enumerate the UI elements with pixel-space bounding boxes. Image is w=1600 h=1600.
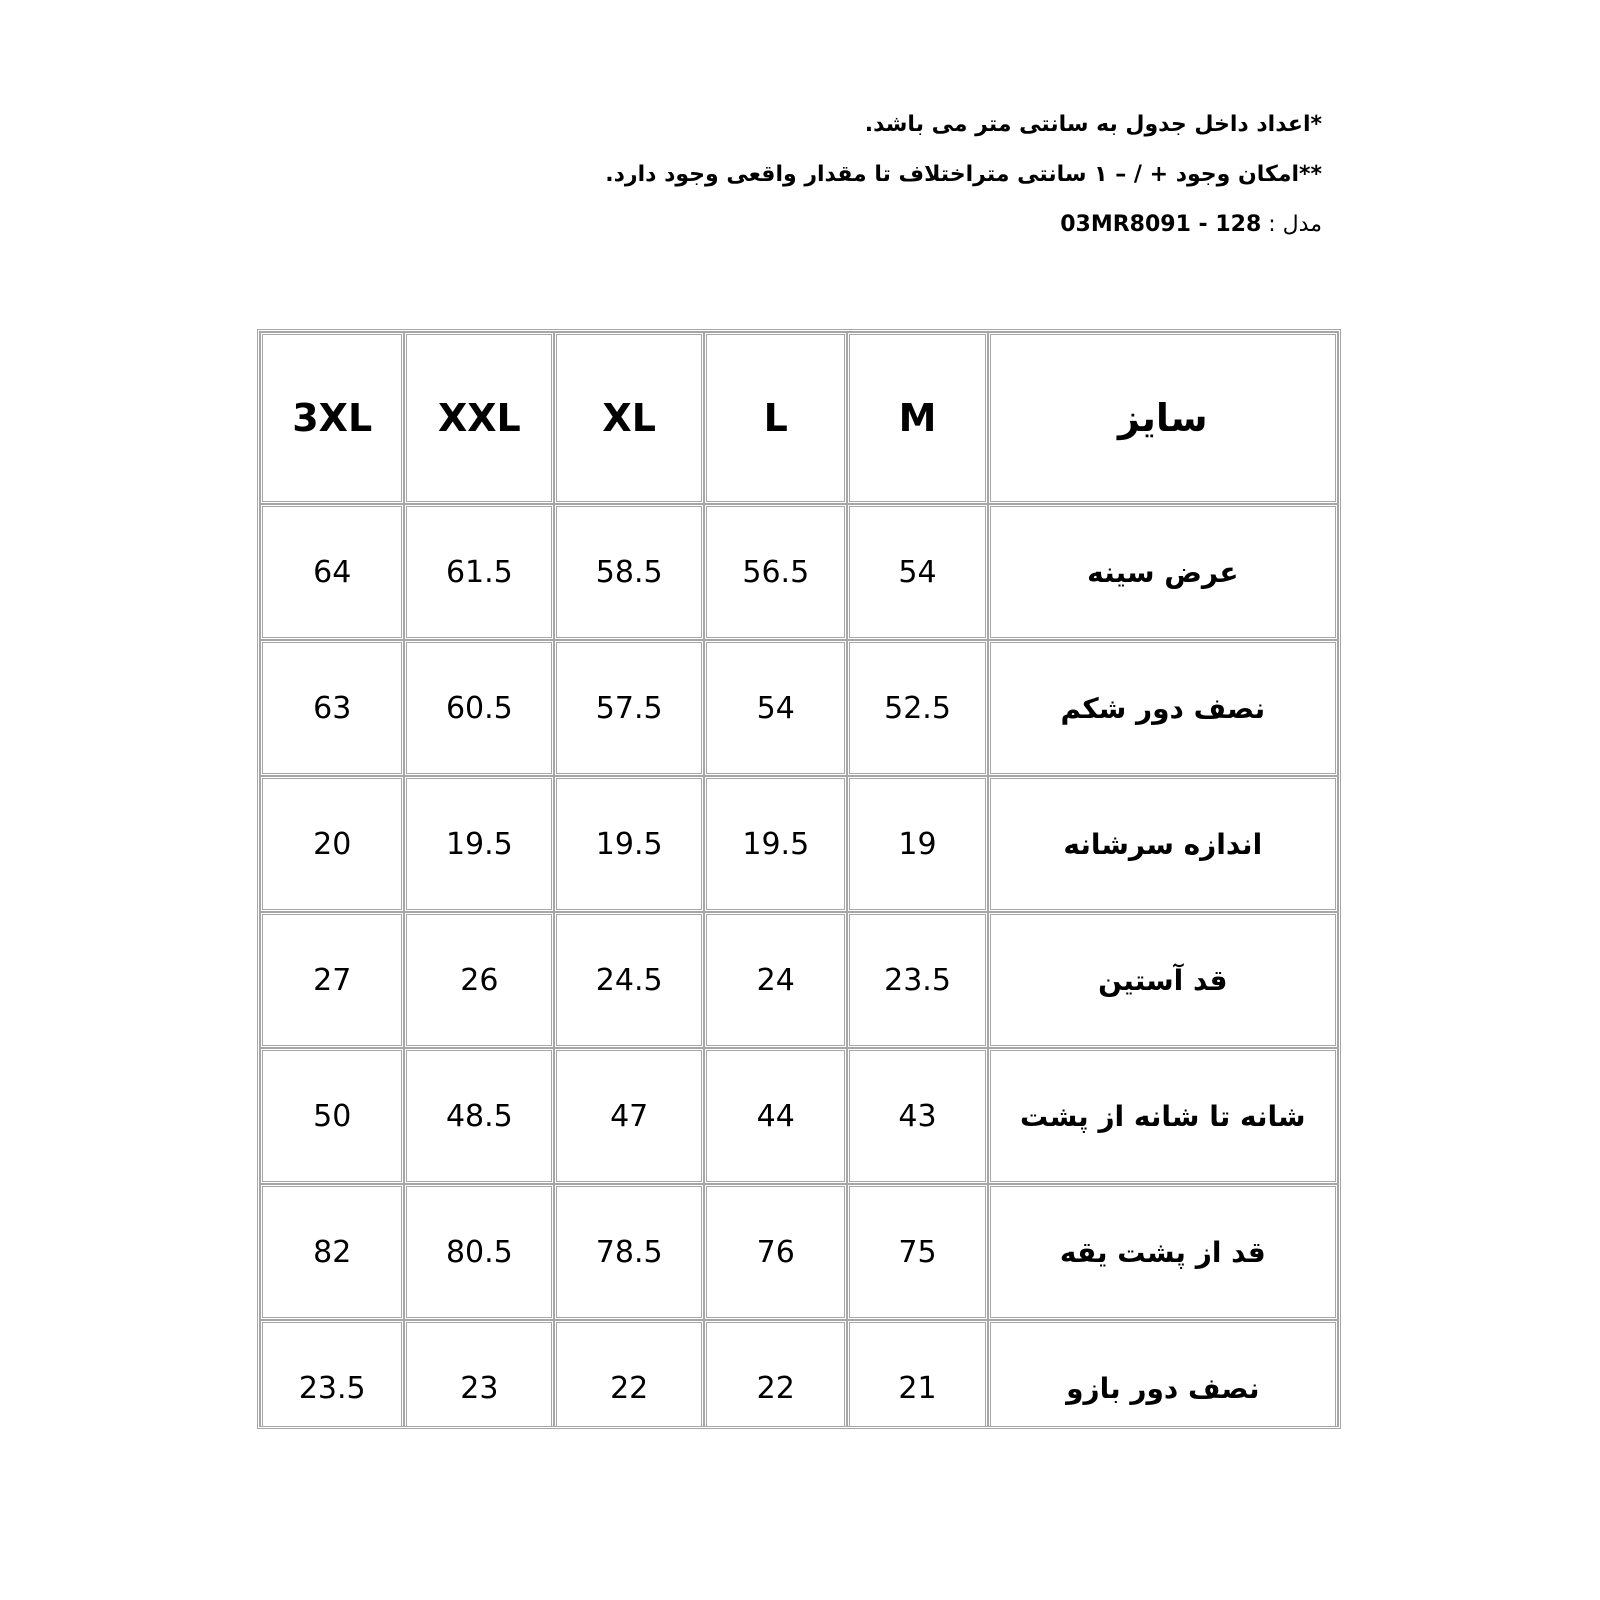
table-cell: 19: [847, 776, 987, 912]
table-cell: 22: [704, 1320, 847, 1429]
table-cell: 80.5: [404, 1184, 554, 1320]
table-cell: 76: [704, 1184, 847, 1320]
size-header-row: [260, 332, 1338, 504]
table-cell: 43: [847, 1048, 987, 1184]
table-cell: 47: [554, 1048, 704, 1184]
model-info: [562, 212, 1322, 238]
table-row: [260, 912, 1338, 1048]
size-header-3xl: 3XL: [260, 332, 404, 504]
note-unit: *اعداد داخل جدول به سانتی متر می باشد.: [864, 112, 1322, 137]
model-number: 03MR8091 - 128: [1060, 212, 1262, 237]
size-header-l: L: [704, 332, 847, 504]
table-cell: 19.5: [404, 776, 554, 912]
table-cell: 78.5: [554, 1184, 704, 1320]
table-row: [260, 640, 1338, 776]
table-cell: 27: [260, 912, 404, 1048]
table-cell: 56.5: [704, 504, 847, 640]
model-label: مدل :: [1261, 212, 1322, 237]
table-cell: 24.5: [554, 912, 704, 1048]
note-tolerance: **امکان وجود + / – ۱ سانتی متراختلاف تا مقدار واقعی وجود دارد.: [605, 162, 1322, 187]
table-cell: 61.5: [404, 504, 554, 640]
table-cell: 22: [554, 1320, 704, 1429]
row-label: اندازه سرشانه: [988, 776, 1338, 912]
table-cell: 20: [260, 776, 404, 912]
size-table: [260, 332, 1338, 1429]
size-notes: [562, 112, 1322, 238]
table-cell: 19.5: [704, 776, 847, 912]
table-cell: 44: [704, 1048, 847, 1184]
table-row: [260, 1320, 1338, 1429]
table-cell: 52.5: [847, 640, 987, 776]
table-cell: 75: [847, 1184, 987, 1320]
table-cell: 54: [847, 504, 987, 640]
table-cell: 50: [260, 1048, 404, 1184]
table-cell: 23: [404, 1320, 554, 1429]
table-cell: 23.5: [260, 1320, 404, 1429]
size-chart: [257, 329, 1341, 1429]
row-label: نصف دور شکم: [988, 640, 1338, 776]
table-cell: 19.5: [554, 776, 704, 912]
table-cell: 24: [704, 912, 847, 1048]
row-label: شانه تا شانه از پشت: [988, 1048, 1338, 1184]
row-label: قد آستین: [988, 912, 1338, 1048]
size-header-label: سایز: [988, 332, 1338, 504]
table-cell: 63: [260, 640, 404, 776]
size-header-xxl: XXL: [404, 332, 554, 504]
table-row: [260, 1184, 1338, 1320]
table-row: [260, 504, 1338, 640]
table-cell: 23.5: [847, 912, 987, 1048]
row-label: عرض سینه: [988, 504, 1338, 640]
table-cell: 60.5: [404, 640, 554, 776]
table-cell: 82: [260, 1184, 404, 1320]
table-cell: 58.5: [554, 504, 704, 640]
row-label: نصف دور بازو: [988, 1320, 1338, 1429]
row-label: قد از پشت یقه: [988, 1184, 1338, 1320]
table-row: [260, 776, 1338, 912]
table-row: [260, 1048, 1338, 1184]
size-header-xl: XL: [554, 332, 704, 504]
table-cell: 57.5: [554, 640, 704, 776]
size-header-m: M: [847, 332, 987, 504]
table-cell: 26: [404, 912, 554, 1048]
table-cell: 64: [260, 504, 404, 640]
table-cell: 21: [847, 1320, 987, 1429]
table-cell: 48.5: [404, 1048, 554, 1184]
table-cell: 54: [704, 640, 847, 776]
